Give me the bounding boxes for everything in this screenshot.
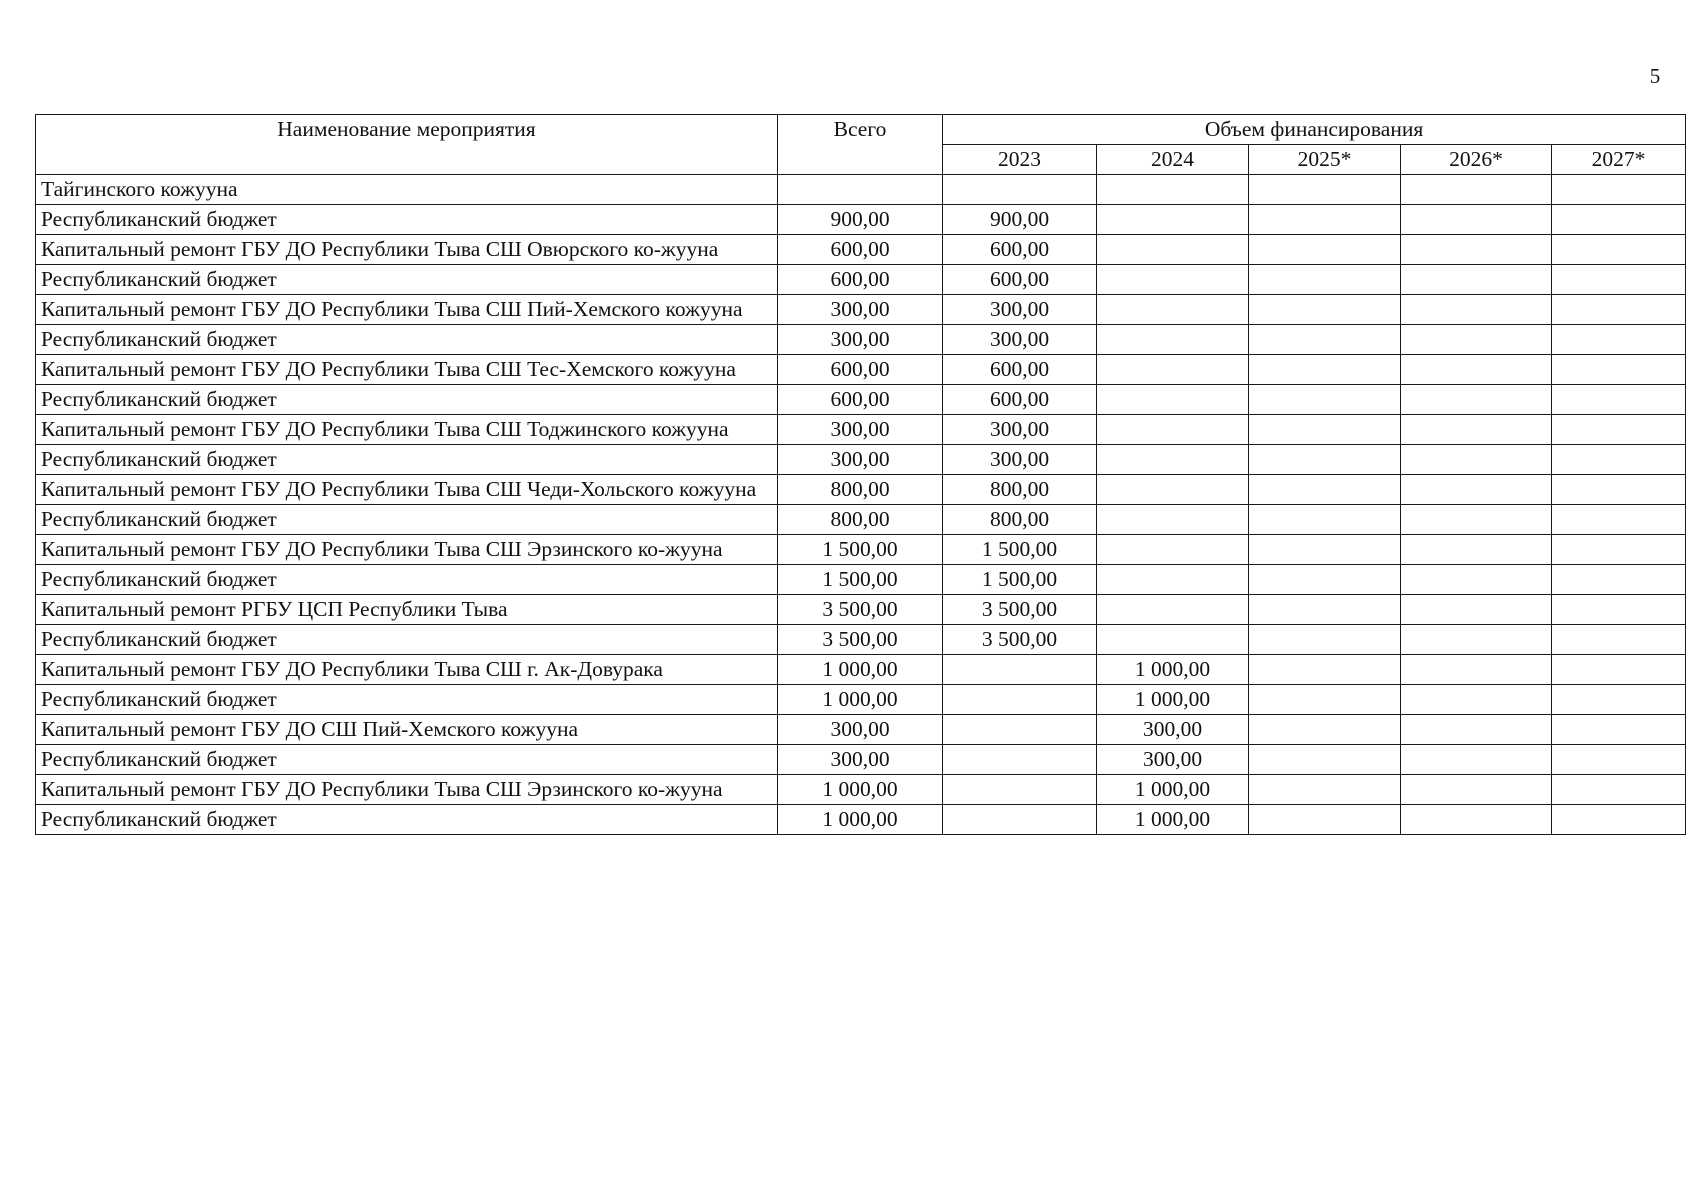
cell-year-2026 [1401, 805, 1552, 835]
cell-year-2026 [1401, 535, 1552, 565]
cell-year-2023: 800,00 [943, 475, 1097, 505]
row-name-cell: Капитальный ремонт ГБУ ДО Республики Тыва СШ Тес-Хемского кожууна [36, 355, 778, 385]
cell-year-2027 [1552, 325, 1686, 355]
table-row [36, 595, 1686, 625]
cell-year-2026 [1401, 475, 1552, 505]
row-name-cell: Республиканский бюджет [36, 385, 778, 415]
row-name-cell: Капитальный ремонт РГБУ ЦСП Республики Тыва [36, 595, 778, 625]
cell-year-2023 [943, 175, 1097, 205]
row-name-cell: Капитальный ремонт ГБУ ДО СШ Пий-Хемского кожууна [36, 715, 778, 745]
row-name-cell: Тайгинского кожууна [36, 175, 778, 205]
cell-total: 3 500,00 [778, 595, 943, 625]
cell-year-2027 [1552, 745, 1686, 775]
cell-year-2026 [1401, 325, 1552, 355]
cell-year-2025 [1249, 475, 1401, 505]
cell-year-2025 [1249, 595, 1401, 625]
cell-year-2025 [1249, 385, 1401, 415]
cell-total: 600,00 [778, 385, 943, 415]
cell-year-2025 [1249, 175, 1401, 205]
table-row [36, 205, 1686, 235]
cell-total: 1 500,00 [778, 535, 943, 565]
cell-year-2027 [1552, 805, 1686, 835]
table-row [36, 385, 1686, 415]
table-row [36, 625, 1686, 655]
cell-year-2025 [1249, 355, 1401, 385]
cell-year-2026 [1401, 295, 1552, 325]
cell-year-2026 [1401, 355, 1552, 385]
row-name-cell: Республиканский бюджет [36, 325, 778, 355]
cell-year-2023: 3 500,00 [943, 625, 1097, 655]
table-row [36, 505, 1686, 535]
cell-year-2025 [1249, 745, 1401, 775]
cell-year-2026 [1401, 745, 1552, 775]
cell-year-2024 [1097, 205, 1249, 235]
table-row [36, 265, 1686, 295]
cell-year-2024 [1097, 535, 1249, 565]
cell-year-2026 [1401, 385, 1552, 415]
cell-year-2027 [1552, 535, 1686, 565]
table-row [36, 415, 1686, 445]
header-name: Наименование мероприятия [36, 115, 778, 175]
cell-year-2023 [943, 655, 1097, 685]
cell-year-2024 [1097, 415, 1249, 445]
cell-year-2026 [1401, 715, 1552, 745]
table-row [36, 745, 1686, 775]
cell-year-2024: 300,00 [1097, 715, 1249, 745]
cell-year-2023: 1 500,00 [943, 535, 1097, 565]
cell-total: 1 000,00 [778, 775, 943, 805]
cell-total: 1 000,00 [778, 685, 943, 715]
cell-year-2024 [1097, 295, 1249, 325]
cell-year-2026 [1401, 265, 1552, 295]
cell-year-2025 [1249, 325, 1401, 355]
row-name-cell: Капитальный ремонт ГБУ ДО Республики Тыва СШ Овюрского ко-жууна [36, 235, 778, 265]
cell-year-2025 [1249, 565, 1401, 595]
cell-total: 600,00 [778, 235, 943, 265]
cell-total: 300,00 [778, 415, 943, 445]
cell-year-2027 [1552, 475, 1686, 505]
cell-year-2025 [1249, 535, 1401, 565]
cell-year-2027 [1552, 295, 1686, 325]
row-name-cell: Капитальный ремонт ГБУ ДО Республики Тыва СШ Пий-Хемского кожууна [36, 295, 778, 325]
cell-year-2023: 600,00 [943, 385, 1097, 415]
cell-total [778, 175, 943, 205]
table-row [36, 565, 1686, 595]
cell-year-2023: 300,00 [943, 445, 1097, 475]
header-year-2026: 2026* [1401, 145, 1552, 175]
row-name-cell: Республиканский бюджет [36, 805, 778, 835]
cell-year-2024 [1097, 175, 1249, 205]
table-header [36, 115, 1686, 175]
cell-total: 600,00 [778, 355, 943, 385]
cell-year-2025 [1249, 205, 1401, 235]
cell-year-2024 [1097, 355, 1249, 385]
cell-year-2024: 1 000,00 [1097, 685, 1249, 715]
cell-year-2023: 1 500,00 [943, 565, 1097, 595]
cell-year-2024: 300,00 [1097, 745, 1249, 775]
cell-year-2027 [1552, 445, 1686, 475]
cell-year-2023: 3 500,00 [943, 595, 1097, 625]
cell-year-2024 [1097, 385, 1249, 415]
cell-year-2025 [1249, 505, 1401, 535]
table-row [36, 175, 1686, 205]
cell-total: 300,00 [778, 325, 943, 355]
cell-year-2023: 300,00 [943, 325, 1097, 355]
cell-year-2024 [1097, 325, 1249, 355]
cell-year-2023 [943, 805, 1097, 835]
cell-total: 300,00 [778, 295, 943, 325]
cell-year-2023: 600,00 [943, 355, 1097, 385]
cell-year-2027 [1552, 265, 1686, 295]
row-name-cell: Республиканский бюджет [36, 625, 778, 655]
row-name-cell: Республиканский бюджет [36, 445, 778, 475]
cell-total: 300,00 [778, 745, 943, 775]
cell-year-2024 [1097, 475, 1249, 505]
row-name-cell: Капитальный ремонт ГБУ ДО Республики Тыва СШ Чеди-Хольского кожууна [36, 475, 778, 505]
row-name-cell: Республиканский бюджет [36, 685, 778, 715]
row-name-cell: Республиканский бюджет [36, 505, 778, 535]
table-row [36, 655, 1686, 685]
row-name-cell: Капитальный ремонт ГБУ ДО Республики Тыва СШ Эрзинского ко-жууна [36, 535, 778, 565]
cell-year-2023 [943, 775, 1097, 805]
cell-year-2026 [1401, 415, 1552, 445]
cell-total: 1 500,00 [778, 565, 943, 595]
cell-year-2024 [1097, 625, 1249, 655]
cell-year-2025 [1249, 655, 1401, 685]
cell-year-2026 [1401, 505, 1552, 535]
cell-total: 900,00 [778, 205, 943, 235]
row-name-cell: Республиканский бюджет [36, 205, 778, 235]
cell-year-2027 [1552, 505, 1686, 535]
cell-year-2026 [1401, 205, 1552, 235]
table-row [36, 775, 1686, 805]
cell-year-2027 [1552, 175, 1686, 205]
row-name-cell: Республиканский бюджет [36, 265, 778, 295]
table-row [36, 715, 1686, 745]
header-total: Всего [778, 115, 943, 175]
cell-total: 800,00 [778, 505, 943, 535]
cell-year-2026 [1401, 655, 1552, 685]
cell-year-2027 [1552, 565, 1686, 595]
cell-year-2026 [1401, 175, 1552, 205]
header-year-2025: 2025* [1249, 145, 1401, 175]
cell-year-2027 [1552, 415, 1686, 445]
table-row [36, 685, 1686, 715]
cell-year-2027 [1552, 625, 1686, 655]
cell-year-2024 [1097, 565, 1249, 595]
cell-year-2027 [1552, 655, 1686, 685]
table-row [36, 535, 1686, 565]
cell-year-2027 [1552, 355, 1686, 385]
header-year-2027: 2027* [1552, 145, 1686, 175]
cell-year-2026 [1401, 565, 1552, 595]
table-row [36, 295, 1686, 325]
cell-year-2023: 800,00 [943, 505, 1097, 535]
cell-year-2026 [1401, 625, 1552, 655]
row-name-cell: Капитальный ремонт ГБУ ДО Республики Тыва СШ Тоджинского кожууна [36, 415, 778, 445]
cell-year-2024 [1097, 595, 1249, 625]
cell-total: 300,00 [778, 715, 943, 745]
cell-year-2027 [1552, 775, 1686, 805]
cell-year-2026 [1401, 235, 1552, 265]
cell-year-2027 [1552, 685, 1686, 715]
cell-year-2027 [1552, 235, 1686, 265]
cell-year-2024 [1097, 235, 1249, 265]
header-year-2024: 2024 [1097, 145, 1249, 175]
cell-year-2027 [1552, 595, 1686, 625]
funding-table [35, 114, 1686, 835]
row-name-cell: Республиканский бюджет [36, 745, 778, 775]
cell-year-2025 [1249, 265, 1401, 295]
cell-year-2025 [1249, 415, 1401, 445]
cell-total: 1 000,00 [778, 805, 943, 835]
cell-year-2027 [1552, 715, 1686, 745]
cell-year-2025 [1249, 715, 1401, 745]
cell-year-2026 [1401, 445, 1552, 475]
cell-year-2023: 300,00 [943, 415, 1097, 445]
table-row [36, 805, 1686, 835]
cell-year-2024 [1097, 265, 1249, 295]
table-row [36, 355, 1686, 385]
table-row [36, 475, 1686, 505]
cell-year-2025 [1249, 775, 1401, 805]
page-number: 5 [1649, 64, 1661, 88]
cell-year-2024 [1097, 505, 1249, 535]
table-row [36, 325, 1686, 355]
cell-year-2023: 600,00 [943, 265, 1097, 295]
cell-year-2025 [1249, 625, 1401, 655]
cell-year-2023 [943, 685, 1097, 715]
table-row [36, 445, 1686, 475]
row-name-cell: Капитальный ремонт ГБУ ДО Республики Тыва СШ г. Ак-Довурака [36, 655, 778, 685]
cell-year-2027 [1552, 385, 1686, 415]
cell-year-2023: 300,00 [943, 295, 1097, 325]
cell-year-2025 [1249, 445, 1401, 475]
cell-total: 3 500,00 [778, 625, 943, 655]
cell-year-2024: 1 000,00 [1097, 805, 1249, 835]
cell-year-2023 [943, 745, 1097, 775]
cell-total: 800,00 [778, 475, 943, 505]
cell-year-2026 [1401, 685, 1552, 715]
header-year-2023: 2023 [943, 145, 1097, 175]
cell-year-2027 [1552, 205, 1686, 235]
cell-year-2024: 1 000,00 [1097, 655, 1249, 685]
cell-year-2025 [1249, 805, 1401, 835]
cell-total: 300,00 [778, 445, 943, 475]
cell-year-2023: 600,00 [943, 235, 1097, 265]
table-body [36, 175, 1686, 835]
cell-year-2024: 1 000,00 [1097, 775, 1249, 805]
cell-year-2025 [1249, 295, 1401, 325]
row-name-cell: Капитальный ремонт ГБУ ДО Республики Тыва СШ Эрзинского ко-жууна [36, 775, 778, 805]
cell-year-2026 [1401, 595, 1552, 625]
cell-year-2023: 900,00 [943, 205, 1097, 235]
row-name-cell: Республиканский бюджет [36, 565, 778, 595]
cell-year-2025 [1249, 685, 1401, 715]
header-funding: Объем финансирования [943, 115, 1686, 145]
cell-year-2023 [943, 715, 1097, 745]
cell-year-2024 [1097, 445, 1249, 475]
cell-year-2025 [1249, 235, 1401, 265]
cell-total: 600,00 [778, 265, 943, 295]
table-row [36, 235, 1686, 265]
cell-year-2026 [1401, 775, 1552, 805]
cell-total: 1 000,00 [778, 655, 943, 685]
